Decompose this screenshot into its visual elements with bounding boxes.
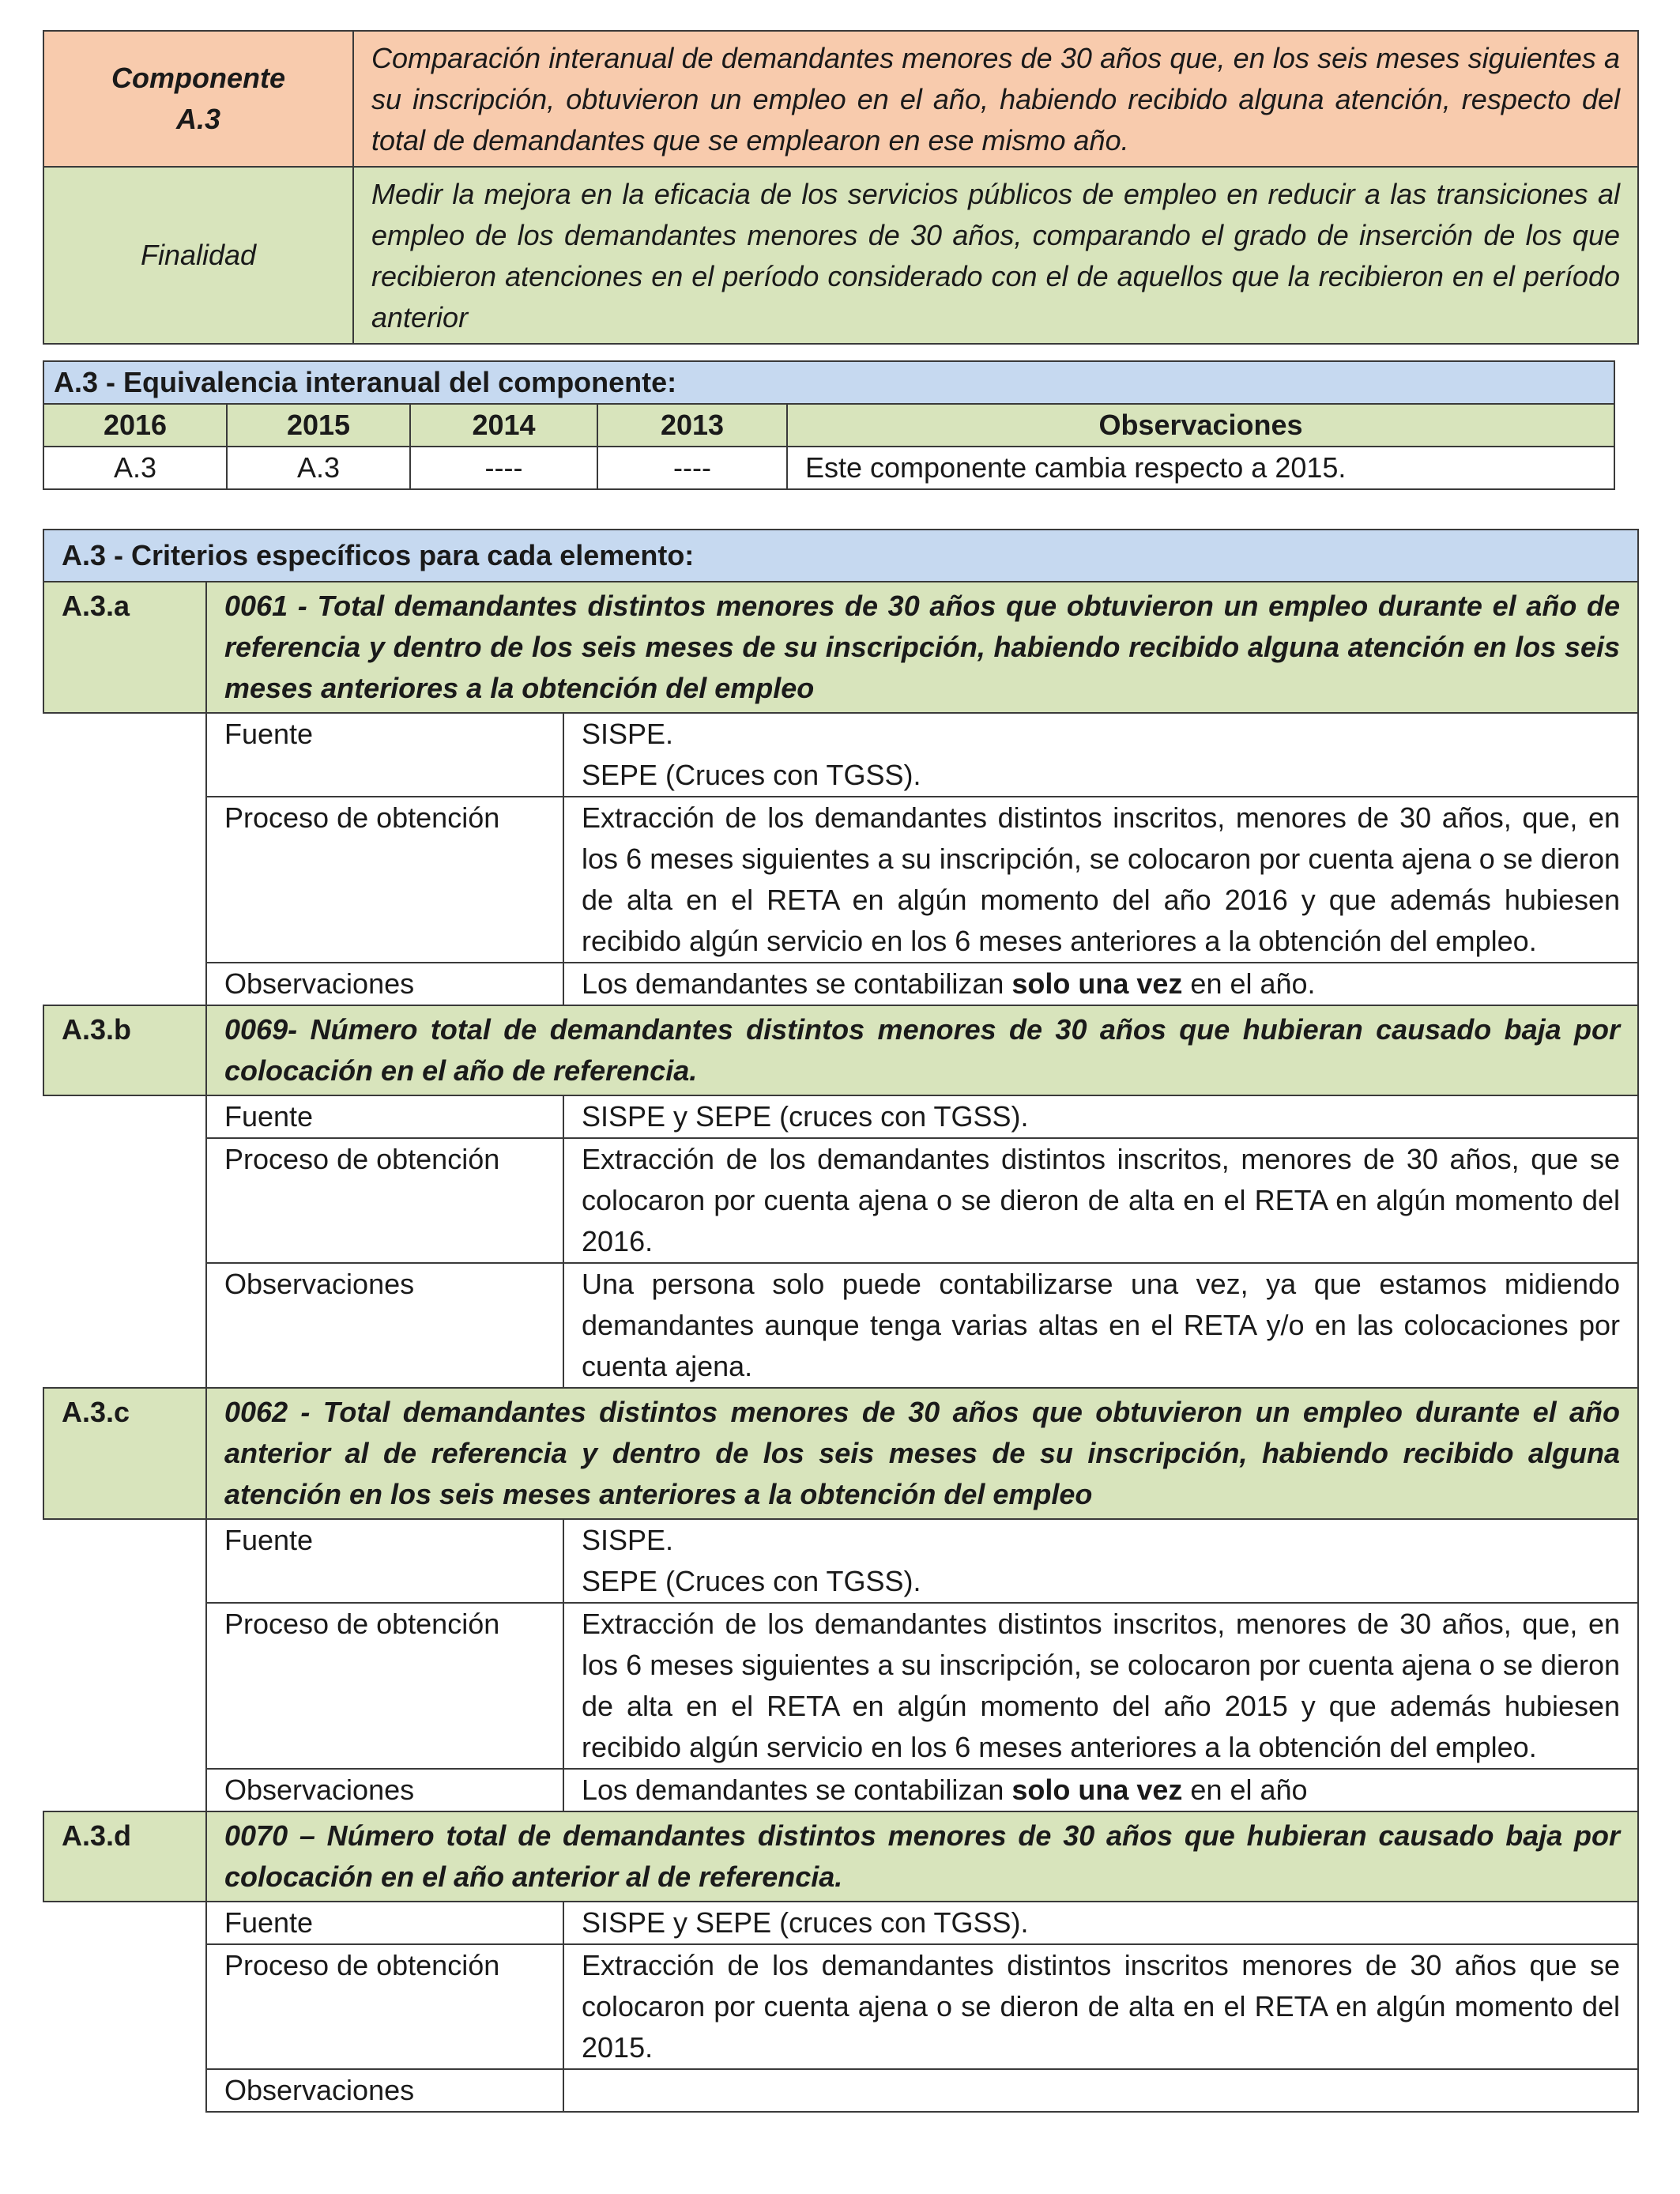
- element-title: 0070 – Número total de demandantes distintos menores de 30 años que hubieran causado baja por colocación en el año anterior al de referencia.: [206, 1811, 1638, 1902]
- header-2015: 2015: [227, 404, 410, 447]
- indent-cell: [43, 713, 206, 1005]
- criterios-title-row: [43, 530, 1638, 582]
- fuente-value: [563, 1519, 1638, 1603]
- proceso-row: [43, 797, 1638, 963]
- observaciones-row: [43, 963, 1638, 1005]
- indent-cell: [43, 1095, 206, 1388]
- fuente-label: Fuente: [206, 1519, 563, 1603]
- indent-cell: [43, 1902, 206, 2112]
- proceso-value: Extracción de los demandantes distintos inscritos, menores de 30 años, que, en los 6 meses siguientes a su inscripción, se colocaron por cuenta ajena o se dieron de alta en el RETA en algún momento del año 2015 y que además hubiesen recibido algún servicio en los 6 meses anteriores a la obtención del empleo.: [563, 1603, 1638, 1769]
- componente-label-line1: Componente: [111, 62, 285, 94]
- equivalencia-title-row: [43, 361, 1614, 404]
- element-code: A.3.c: [43, 1388, 206, 1519]
- obs-text: en el año.: [1182, 967, 1316, 1000]
- element-header-row: [43, 1811, 1638, 1902]
- finalidad-description: Medir la mejora en la eficacia de los servicios públicos de empleo en reducir a las transiciones al empleo de los demandantes menores de 30 años, comparando el grado de inserción de los que recibieron atenciones en el período considerado con el de aquellos que la recibieron en el período anterior: [353, 167, 1638, 344]
- value-observaciones: Este componente cambia respecto a 2015.: [787, 447, 1614, 489]
- observaciones-label: Observaciones: [206, 1769, 563, 1811]
- observaciones-value: [563, 963, 1638, 1005]
- fuente-label: Fuente: [206, 713, 563, 797]
- element-title: 0062 - Total demandantes distintos menores de 30 años que obtuvieron un empleo durante el año anterior al de referencia y dentro de los seis meses de su inscripción, habiendo recibido alguna atención en los seis meses anteriores a la obtención del empleo: [206, 1388, 1638, 1519]
- value-2013: ----: [597, 447, 787, 489]
- element-header-row: [43, 1005, 1638, 1095]
- equivalencia-table: [43, 360, 1615, 490]
- observaciones-value: [563, 1769, 1638, 1811]
- proceso-label: Proceso de obtención: [206, 1603, 563, 1769]
- fuente-line: SEPE (Cruces con TGSS).: [582, 1565, 921, 1597]
- proceso-label: Proceso de obtención: [206, 797, 563, 963]
- indent-cell: [43, 1519, 206, 1811]
- element-code: A.3.b: [43, 1005, 206, 1095]
- obs-bold: solo una vez: [1011, 967, 1183, 1000]
- proceso-value: Extracción de los demandantes distintos inscritos, menores de 30 años, que se colocaron por cuenta ajena o se dieron de alta en el RETA en algún momento del 2016.: [563, 1138, 1638, 1263]
- componente-row: [43, 31, 1638, 167]
- fuente-line: SISPE.: [582, 1524, 674, 1556]
- fuente-label: Fuente: [206, 1902, 563, 1944]
- fuente-row: [43, 713, 1638, 797]
- proceso-label: Proceso de obtención: [206, 1138, 563, 1263]
- equivalencia-value-row: [43, 447, 1614, 489]
- observaciones-label: Observaciones: [206, 963, 563, 1005]
- criterios-title: A.3 - Criterios específicos para cada elemento:: [43, 530, 1638, 582]
- criterios-table: [43, 529, 1639, 2113]
- componente-label: [43, 31, 353, 167]
- fuente-row: [43, 1902, 1638, 1944]
- proceso-row: [43, 1603, 1638, 1769]
- observaciones-value: [563, 2069, 1638, 2112]
- proceso-row: [43, 1944, 1638, 2069]
- observaciones-row: [43, 2069, 1638, 2112]
- element-title: 0069- Número total de demandantes distintos menores de 30 años que hubieran causado baja por colocación en el año de referencia.: [206, 1005, 1638, 1095]
- value-2015: A.3: [227, 447, 410, 489]
- fuente-row: [43, 1095, 1638, 1138]
- element-title: 0061 - Total demandantes distintos menores de 30 años que obtuvieron un empleo durante el año de referencia y dentro de los seis meses de su inscripción, habiendo recibido alguna atención en los seis meses anteriores a la obtención del empleo: [206, 582, 1638, 713]
- obs-text: en el año: [1182, 1774, 1308, 1806]
- obs-bold: solo una vez: [1011, 1774, 1183, 1806]
- element-code: A.3.a: [43, 582, 206, 713]
- componente-description: Comparación interanual de demandantes menores de 30 años que, en los seis meses siguientes a su inscripción, obtuvieron un empleo en el año, habiendo recibido alguna atención, respecto del total de demandantes que se emplearon en ese mismo año.: [353, 31, 1638, 167]
- header-2014: 2014: [410, 404, 597, 447]
- header-2013: 2013: [597, 404, 787, 447]
- fuente-row: [43, 1519, 1638, 1603]
- header-observaciones: Observaciones: [787, 404, 1614, 447]
- observaciones-label: Observaciones: [206, 2069, 563, 2112]
- fuente-label: Fuente: [206, 1095, 563, 1138]
- element-header-row: [43, 582, 1638, 713]
- finalidad-label: Finalidad: [43, 167, 353, 344]
- obs-text: Los demandantes se contabilizan: [582, 1774, 1012, 1806]
- value-2016: A.3: [43, 447, 227, 489]
- observaciones-row: [43, 1263, 1638, 1388]
- finalidad-row: [43, 167, 1638, 344]
- fuente-line: SEPE (Cruces con TGSS).: [582, 759, 921, 791]
- observaciones-value: Una persona solo puede contabilizarse una vez, ya que estamos midiendo demandantes aunque tenga varias altas en el RETA y/o en las colocaciones por cuenta ajena.: [563, 1263, 1638, 1388]
- element-header-row: [43, 1388, 1638, 1519]
- proceso-label: Proceso de obtención: [206, 1944, 563, 2069]
- header-2016: 2016: [43, 404, 227, 447]
- equivalencia-header-row: [43, 404, 1614, 447]
- fuente-value: SISPE y SEPE (cruces con TGSS).: [563, 1095, 1638, 1138]
- fuente-value: SISPE y SEPE (cruces con TGSS).: [563, 1902, 1638, 1944]
- observaciones-row: [43, 1769, 1638, 1811]
- observaciones-label: Observaciones: [206, 1263, 563, 1388]
- fuente-value: [563, 713, 1638, 797]
- proceso-value: Extracción de los demandantes distintos inscritos menores de 30 años que se colocaron por cuenta ajena o se dieron de alta en el RETA en algún momento del 2015.: [563, 1944, 1638, 2069]
- fuente-line: SISPE.: [582, 718, 674, 750]
- componente-label-line2: A.3: [175, 103, 221, 135]
- obs-text: Los demandantes se contabilizan: [582, 967, 1012, 1000]
- proceso-row: [43, 1138, 1638, 1263]
- equivalencia-title: A.3 - Equivalencia interanual del componente:: [43, 361, 1614, 404]
- value-2014: ----: [410, 447, 597, 489]
- component-table: [43, 30, 1639, 345]
- element-code: A.3.d: [43, 1811, 206, 1902]
- proceso-value: Extracción de los demandantes distintos inscritos, menores de 30 años, que, en los 6 meses siguientes a su inscripción, se colocaron por cuenta ajena o se dieron de alta en el RETA en algún momento del año 2016 y que además hubiesen recibido algún servicio en los 6 meses anteriores a la obtención del empleo.: [563, 797, 1638, 963]
